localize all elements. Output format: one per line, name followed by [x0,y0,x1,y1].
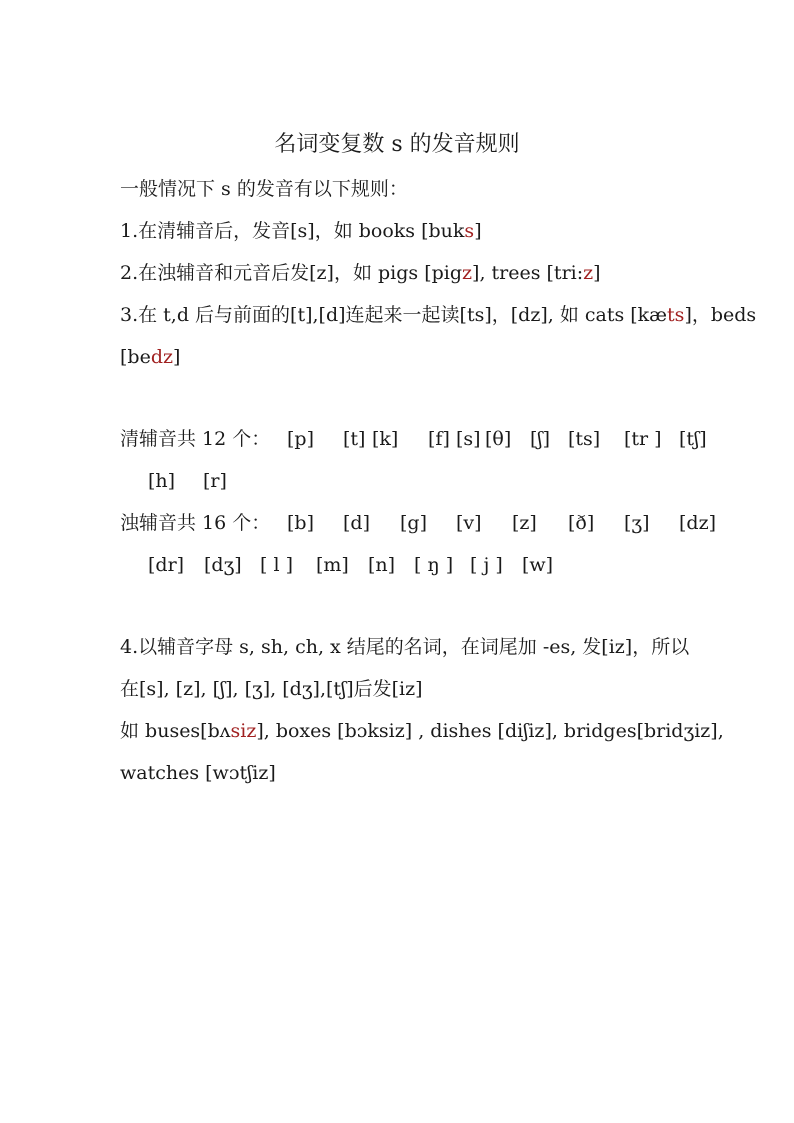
rule-3-text: 3.在 t,d 后与前面的[t],[d]连起来一起读[ts]，[dz], 如 cats [kæ [120,304,668,326]
voiceless-sound: [t] [343,428,366,450]
rule-2-text-b: ], trees [tri: [472,262,584,284]
rule-3-end: ]，beds [684,304,757,326]
rule-2-highlight-a: z [462,262,473,284]
rule-1 [120,222,482,241]
voiced-sound: [ʒ] [624,512,650,534]
rule-1-highlight: s [464,220,475,242]
rule-4-examples [120,722,724,741]
voiced-sound: [dz] [679,512,716,534]
voiced-sound: [v] [456,512,482,534]
rule-2 [120,264,601,283]
voiced-sound: [z] [512,512,537,534]
rule-4-example-a: 如 buses[bʌ [120,720,231,742]
rule-1-text: 1.在清辅音后，发音[s]，如 books [buk [120,220,465,242]
voiced-label: 浊辅音共 16 个： [120,512,271,534]
voiced-sound: [g] [400,512,427,534]
voiced-sound: [dʒ] [204,554,242,576]
voiceless-label: 清辅音共 12 个： [120,428,271,450]
rule-3-line-1 [120,306,756,325]
voiced-sound: [ j ] [470,554,503,576]
rule-4-highlight: siz [230,720,257,742]
rule-4-example-b: ], boxes [bɔksiz] , dishes [diʃiz], bridges[bridʒiz], [256,720,724,742]
voiced-sound: [ l ] [260,554,293,576]
voiced-sound: [ ŋ ] [414,554,454,576]
rule-4-line-2: 在[s], [z], [ʃ], [ʒ], [dʒ],[tʃ]后发[iz] [120,678,423,700]
rule-3-highlight: ts [667,304,685,326]
voiceless-sound: [tʃ] [679,428,707,450]
voiceless-sound: [tr ] [624,428,662,450]
voiced-sound: [w] [522,554,554,576]
voiceless-sound: [f] [428,428,450,450]
voiceless-sound: [s] [456,428,481,450]
voiceless-sound: [k] [372,428,399,450]
voiced-sound: [b] [287,512,314,534]
rule-2-text-a: 2.在浊辅音和元音后发[z]，如 pigs [pig [120,262,463,284]
rule-4-line-1: 4.以辅音字母 s, sh, ch, x 结尾的名词，在词尾加 -es, 发[iz]，所以 [120,636,690,658]
voiced-sound: [dr] [148,554,185,576]
rule-3-line-2-highlight: dz [150,346,174,368]
rule-3-line-2-end: ] [173,346,181,368]
voiceless-sound: [ʃ] [530,428,550,450]
voiceless-sound: [h] [148,470,176,492]
voiceless-sound: [r] [203,470,227,492]
page-title: 名词变复数 s 的发音规则 [274,132,520,157]
voiceless-sound: [ts] [568,428,601,450]
rule-3-line-2-text: [be [120,346,151,368]
voiceless-sound: [θ] [485,428,512,450]
rule-2-highlight-b: z [583,262,594,284]
voiceless-sound: [p] [287,428,314,450]
voiced-sound: [m] [316,554,349,576]
voiced-sound: [d] [343,512,370,534]
rule-4-example-line-2: watches [wɔtʃiz] [120,762,276,784]
voiced-sound: [n] [368,554,396,576]
intro-text: 一般情况下 s 的发音有以下规则： [120,178,408,200]
rule-3-line-2 [120,348,180,367]
voiced-sound: [ð] [568,512,595,534]
rule-2-end: ] [593,262,601,284]
rule-1-end: ] [474,220,482,242]
